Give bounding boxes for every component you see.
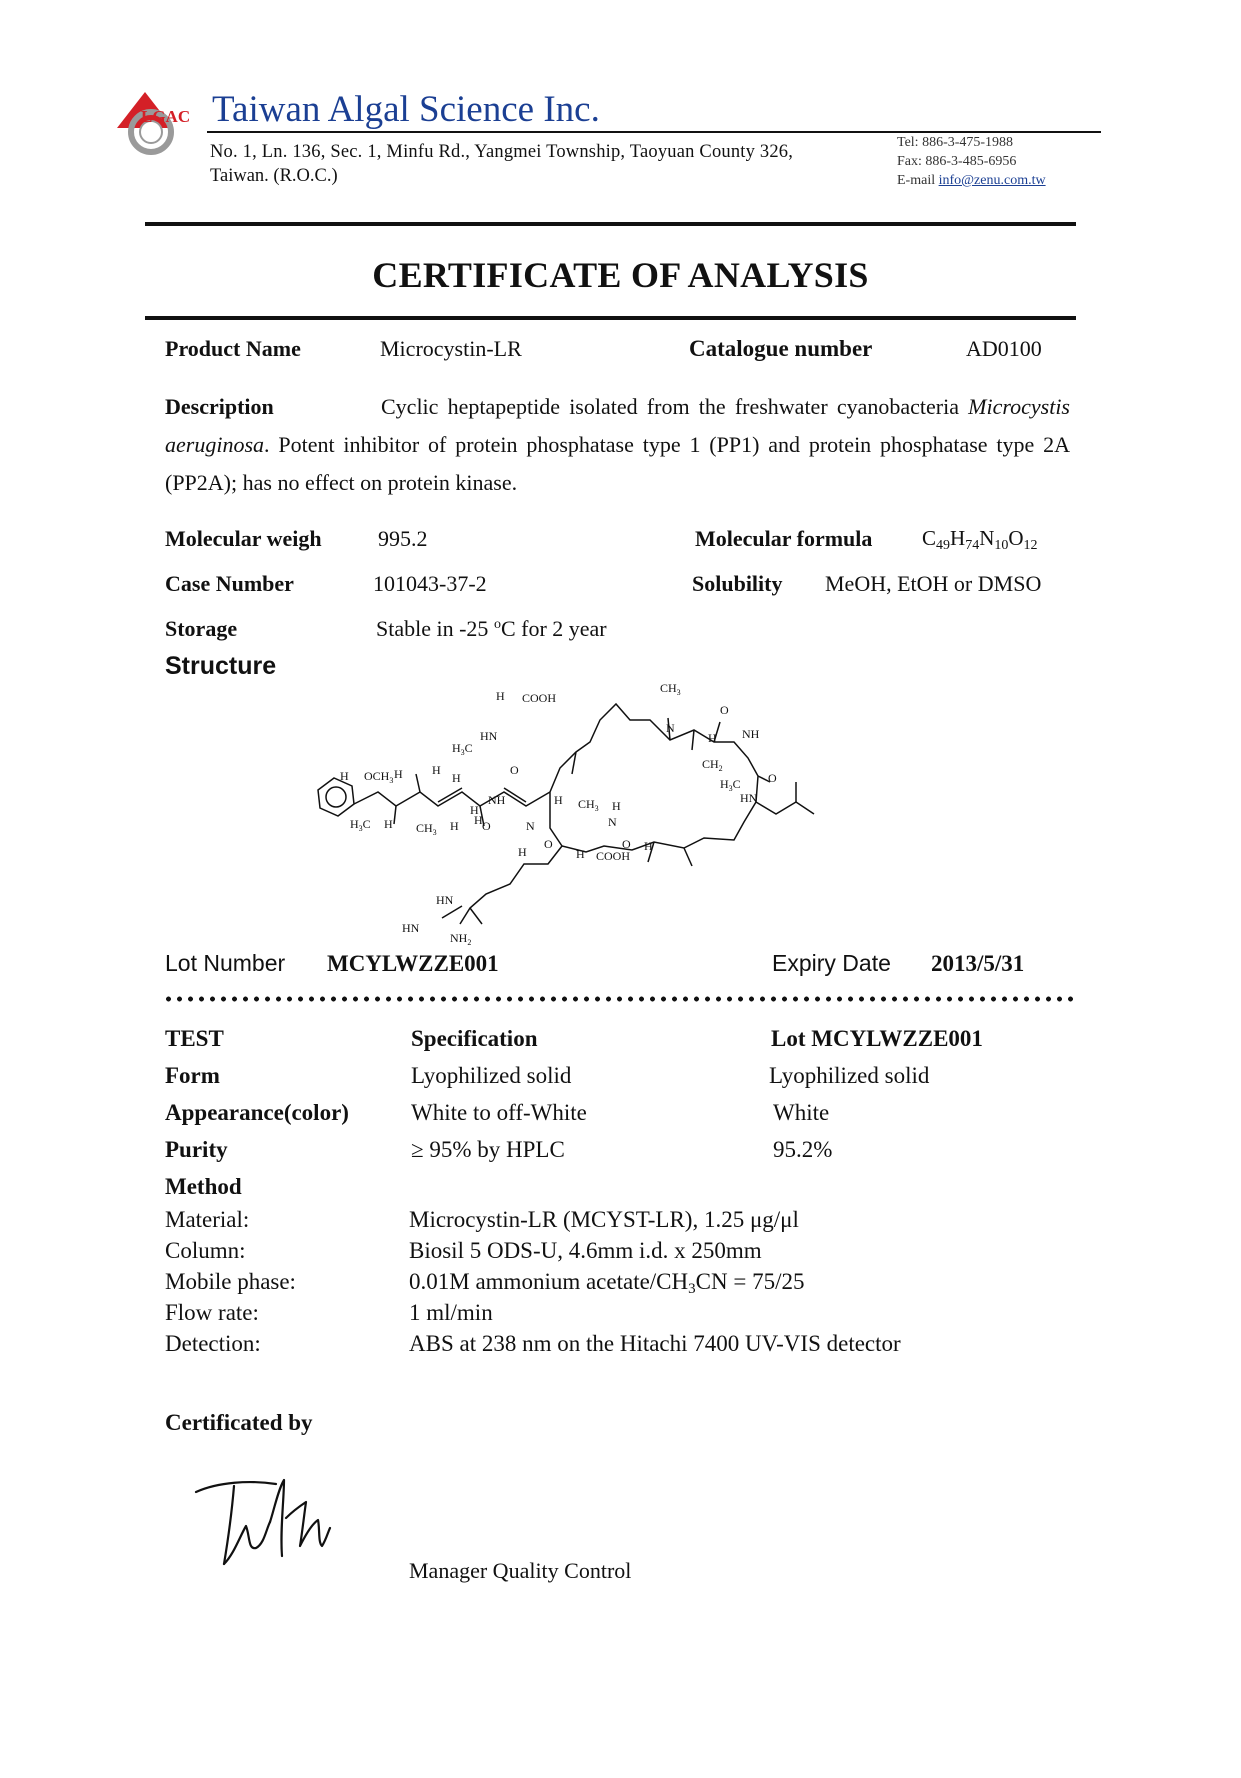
svg-text:CH3: $CH_3$ — [660, 681, 681, 697]
description-label: Description — [165, 394, 274, 419]
cas-number-label: Case Number — [165, 571, 294, 596]
test-name: Purity — [165, 1137, 228, 1162]
svg-text:NH: NH — [742, 727, 760, 741]
method-value: 0.01M ammonium acetate/$CH_3CN = 75/25$ — [409, 1269, 805, 1297]
svg-text:H: H — [384, 817, 393, 831]
title-thick-rule — [145, 316, 1076, 320]
svg-text:H3C: $H_3C$ — [452, 741, 473, 757]
svg-text:HN: HN — [402, 921, 420, 935]
description-species: Microcystis aeruginosa — [165, 394, 1070, 457]
table-header-test: TEST — [165, 1026, 224, 1051]
method-value: 1 ml/min — [409, 1300, 493, 1325]
svg-text:H: H — [340, 769, 349, 783]
header-rule — [207, 131, 1101, 133]
test-spec: White to off-White — [411, 1100, 587, 1125]
svg-text:NH: NH — [488, 793, 506, 807]
dotted-separator — [163, 996, 1076, 1002]
svg-text:H: H — [576, 847, 585, 861]
svg-text:CH3: $CH_3$ — [416, 821, 437, 837]
certificated-by-label: Certificated by — [165, 1410, 313, 1435]
catalogue-label: Catalogue number — [689, 336, 873, 361]
document-title: CERTIFICATE OF ANALYSIS — [372, 255, 869, 295]
svg-text:O: O — [622, 837, 631, 851]
address-line-1: No. 1, Ln. 136, Sec. 1, Minfu Rd., Yangmei Township, Taoyuan County 326, — [210, 142, 794, 162]
test-spec: ≥ 95% by HPLC — [411, 1137, 565, 1162]
svg-text:COOH: COOH — [596, 849, 631, 863]
storage: Stable in -25 $^o$C for 2 year — [376, 616, 607, 641]
structure-svg — [300, 680, 820, 950]
cas-number: 101043-37-2 — [373, 571, 487, 596]
test-result: White — [773, 1100, 830, 1125]
svg-text:CH3: $CH_3$ — [578, 797, 599, 813]
description — [165, 388, 1070, 502]
product-name: Microcystin-LR — [380, 336, 522, 361]
svg-text:H: H — [474, 813, 483, 827]
svg-text:H: H — [496, 689, 505, 703]
method-value: ABS at 238 nm on the Hitachi 7400 UV-VIS detector — [409, 1331, 901, 1356]
svg-text:O: O — [544, 837, 553, 851]
molecular-formula: $C_{49}H_{74}N_{10}O_{12}$ — [922, 526, 1038, 553]
svg-text:HN: HN — [436, 893, 454, 907]
method-label: Method — [165, 1174, 242, 1199]
svg-text:O: O — [768, 771, 777, 785]
description-text-2: . Potent inhibitor of protein phosphatase type 1 (PP1) and protein phosphatase type 2A (PP2A); has no effect on protein kinase. — [165, 432, 1070, 495]
svg-text:H: H — [644, 839, 653, 853]
svg-text:N: N — [608, 815, 617, 829]
svg-text:H: H — [612, 799, 621, 813]
svg-text:HN: HN — [480, 729, 498, 743]
svg-text:O: O — [482, 819, 491, 833]
svg-text:COOH: COOH — [522, 691, 557, 705]
catalogue-number: AD0100 — [966, 336, 1042, 361]
svg-text:H: H — [708, 731, 717, 745]
molecular-weight: 995.2 — [378, 526, 428, 551]
description-text-1: Cyclic heptapeptide isolated from the freshwater cyanobacteria — [381, 394, 959, 419]
method-key: Material: — [165, 1207, 250, 1232]
svg-text:H: H — [432, 763, 441, 777]
svg-text:HN: HN — [740, 791, 758, 805]
logo-text: LGAC — [141, 107, 191, 126]
svg-text:H: H — [450, 819, 459, 833]
method-key: Mobile phase: — [165, 1269, 296, 1294]
svg-text:O: O — [510, 763, 519, 777]
tel: Tel: 886-3-475-1988 — [897, 135, 1014, 150]
svg-text:N: N — [526, 819, 535, 833]
expiry-date: 2013/5/31 — [931, 951, 1025, 976]
signatory-role: Manager Quality Control — [409, 1558, 632, 1583]
test-spec: Lyophilized solid — [411, 1063, 572, 1088]
table-header-lot: Lot MCYLWZZE001 — [771, 1026, 983, 1051]
address-line-2: Taiwan. (R.O.C.) — [210, 166, 338, 186]
lot-number-label: Lot Number — [165, 950, 286, 976]
method-value: Biosil 5 ODS-U, 4.6mm i.d. x 250mm — [409, 1238, 762, 1263]
test-result: Lyophilized solid — [769, 1063, 930, 1088]
company-name: Taiwan Algal Science Inc. — [212, 89, 600, 130]
svg-text:H: H — [554, 793, 563, 807]
svg-text:NH2: $NH_2$ — [450, 931, 472, 947]
test-result: 95.2% — [773, 1137, 833, 1162]
lot-number: MCYLWZZE001 — [327, 951, 499, 976]
method-key: Detection: — [165, 1331, 261, 1356]
logo-graphic — [115, 88, 211, 158]
method-value: Microcystin-LR (MCYST-LR), 1.25 μg/μl — [409, 1207, 799, 1232]
svg-text:CH2: $CH_2$ — [702, 757, 723, 773]
solubility-label: Solubility — [692, 571, 783, 596]
chemical-structure — [300, 680, 820, 950]
molecular-formula-label: Molecular formula — [695, 526, 873, 551]
method-key: Column: — [165, 1238, 246, 1263]
product-name-label: Product Name — [165, 336, 301, 361]
email-label: E-mail — [897, 173, 936, 188]
structure-label: Structure — [165, 652, 277, 680]
svg-text:OCH3: $OCH_3$ — [364, 769, 394, 785]
signature — [188, 1470, 368, 1590]
svg-text:O: O — [720, 703, 729, 717]
company-logo — [115, 88, 211, 158]
email-row — [897, 173, 1046, 189]
svg-text:H: H — [518, 845, 527, 859]
table-header-specification: Specification — [411, 1026, 538, 1051]
molecular-weight-label: Molecular weigh — [165, 526, 322, 551]
method-key: Flow rate: — [165, 1300, 259, 1325]
test-name: Form — [165, 1063, 220, 1088]
svg-text:H: H — [452, 771, 461, 785]
top-thick-rule — [145, 222, 1076, 226]
fax: Fax: 886-3-485-6956 — [897, 154, 1017, 169]
svg-text:N: N — [666, 721, 675, 735]
signature-graphic — [188, 1470, 368, 1590]
email-link[interactable]: info@zenu.com.tw — [938, 173, 1046, 188]
svg-text:H3C: $H_3C$ — [350, 817, 371, 833]
svg-text:H: H — [470, 803, 479, 817]
expiry-date-label: Expiry Date — [772, 950, 891, 976]
svg-text:H3C: $H_3C$ — [720, 777, 741, 793]
storage-label: Storage — [165, 616, 238, 641]
svg-text:H: H — [394, 767, 403, 781]
solubility: MeOH, EtOH or DMSO — [825, 571, 1042, 596]
test-name: Appearance(color) — [165, 1100, 349, 1125]
